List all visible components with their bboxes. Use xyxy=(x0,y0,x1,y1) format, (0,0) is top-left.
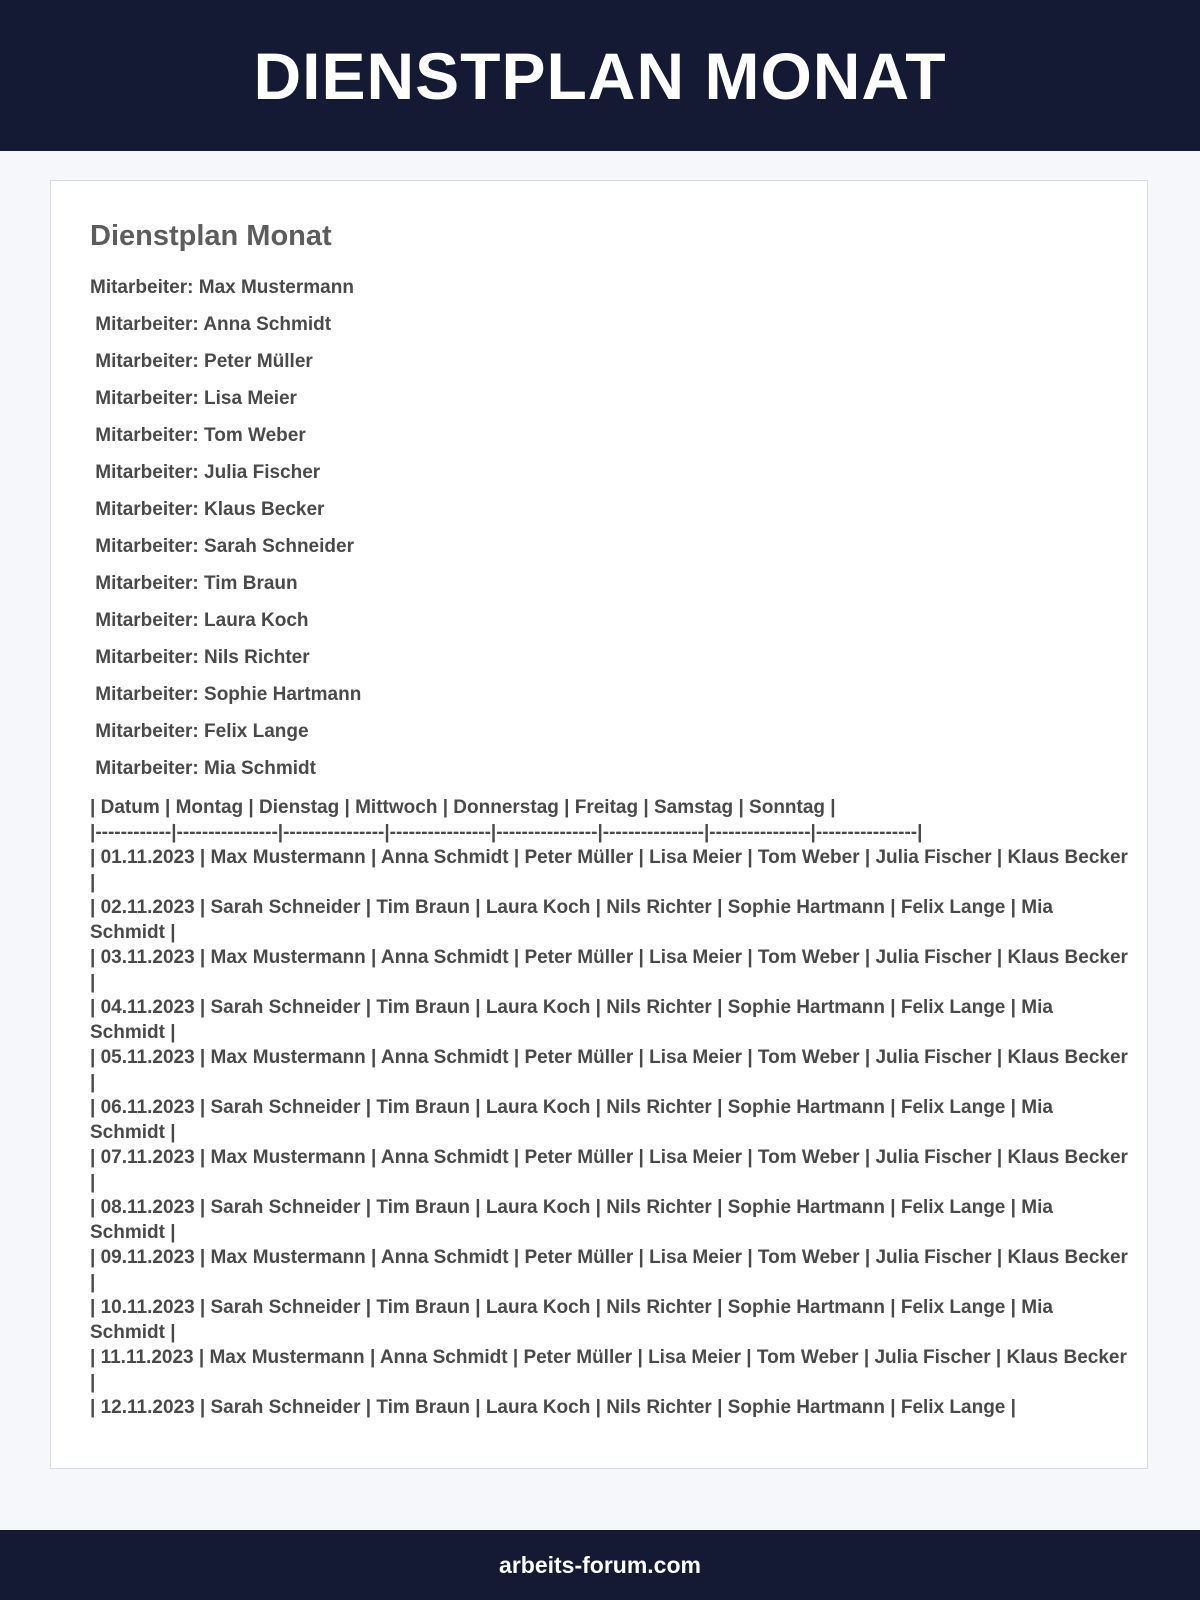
schedule-row: | 07.11.2023 | Max Mustermann | Anna Schmidt | Peter Müller | Lisa Meier | Tom Weber | Julia Fischer | Klaus Becker | xyxy=(90,1147,1128,1193)
schedule-row: | 02.11.2023 | Sarah Schneider | Tim Braun | Laura Koch | Nils Richter | Sophie Hartmann | Felix Lange | Mia Schmidt | xyxy=(90,897,1053,943)
employee-item: Mitarbeiter: Laura Koch xyxy=(90,610,309,631)
employee-item: Mitarbeiter: Tim Braun xyxy=(90,573,298,594)
employee-item: Mitarbeiter: Klaus Becker xyxy=(90,499,325,520)
schedule-row: | 08.11.2023 | Sarah Schneider | Tim Braun | Laura Koch | Nils Richter | Sophie Hartmann | Felix Lange | Mia Schmidt | xyxy=(90,1197,1053,1243)
schedule-row: | 05.11.2023 | Max Mustermann | Anna Schmidt | Peter Müller | Lisa Meier | Tom Weber | Julia Fischer | Klaus Becker | xyxy=(90,1047,1128,1093)
employee-item: Mitarbeiter: Sarah Schneider xyxy=(90,536,354,557)
schedule-row: | 10.11.2023 | Sarah Schneider | Tim Braun | Laura Koch | Nils Richter | Sophie Hartmann | Felix Lange | Mia Schmidt | xyxy=(90,1297,1053,1343)
schedule-row: | 01.11.2023 | Max Mustermann | Anna Schmidt | Peter Müller | Lisa Meier | Tom Weber | Julia Fischer | Klaus Becker | xyxy=(90,847,1128,893)
employee-item: Mitarbeiter: Max Mustermann xyxy=(90,277,354,298)
employee-item: Mitarbeiter: Mia Schmidt xyxy=(90,758,316,779)
schedule-row: | 12.11.2023 | Sarah Schneider | Tim Braun | Laura Koch | Nils Richter | Sophie Hartmann | Felix Lange | xyxy=(90,1397,1016,1418)
employee-item: Mitarbeiter: Anna Schmidt xyxy=(90,314,332,335)
document-content xyxy=(90,217,1130,1420)
employee-item: Mitarbeiter: Julia Fischer xyxy=(90,462,321,483)
schedule-row: | 06.11.2023 | Sarah Schneider | Tim Braun | Laura Koch | Nils Richter | Sophie Hartmann | Felix Lange | Mia Schmidt | xyxy=(90,1097,1053,1143)
page-title: DIENSTPLAN MONAT xyxy=(253,38,947,113)
employee-item: Mitarbeiter: Sophie Hartmann xyxy=(90,684,362,705)
schedule-row: | 11.11.2023 | Max Mustermann | Anna Schmidt | Peter Müller | Lisa Meier | Tom Weber | Julia Fischer | Klaus Becker | xyxy=(90,1347,1127,1393)
document-card xyxy=(50,180,1148,1469)
employee-item: Mitarbeiter: Peter Müller xyxy=(90,351,313,372)
employee-item: Mitarbeiter: Lisa Meier xyxy=(90,388,297,409)
schedule-row: | 04.11.2023 | Sarah Schneider | Tim Braun | Laura Koch | Nils Richter | Sophie Hartmann | Felix Lange | Mia Schmidt | xyxy=(90,997,1053,1043)
employee-list xyxy=(90,277,1130,780)
schedule-table-text xyxy=(90,795,1130,1420)
schedule-separator-row: |------------|----------------|----------------|----------------|----------------|----------------|----------------|----------------| xyxy=(90,822,923,843)
employee-item: Mitarbeiter: Nils Richter xyxy=(90,647,310,668)
document-heading: Dienstplan Monat xyxy=(90,220,332,252)
schedule-header-row: | Datum | Montag | Dienstag | Mittwoch | Donnerstag | Freitag | Samstag | Sonntag | xyxy=(90,797,836,818)
schedule-row: | 03.11.2023 | Max Mustermann | Anna Schmidt | Peter Müller | Lisa Meier | Tom Weber | Julia Fischer | Klaus Becker | xyxy=(90,947,1128,993)
page-header xyxy=(0,0,1200,151)
footer-site-link[interactable]: arbeits-forum.com xyxy=(499,1551,701,1578)
page-footer xyxy=(0,1530,1200,1600)
schedule-row: | 09.11.2023 | Max Mustermann | Anna Schmidt | Peter Müller | Lisa Meier | Tom Weber | Julia Fischer | Klaus Becker | xyxy=(90,1247,1128,1293)
employee-item: Mitarbeiter: Felix Lange xyxy=(90,721,309,742)
employee-item: Mitarbeiter: Tom Weber xyxy=(90,425,306,446)
